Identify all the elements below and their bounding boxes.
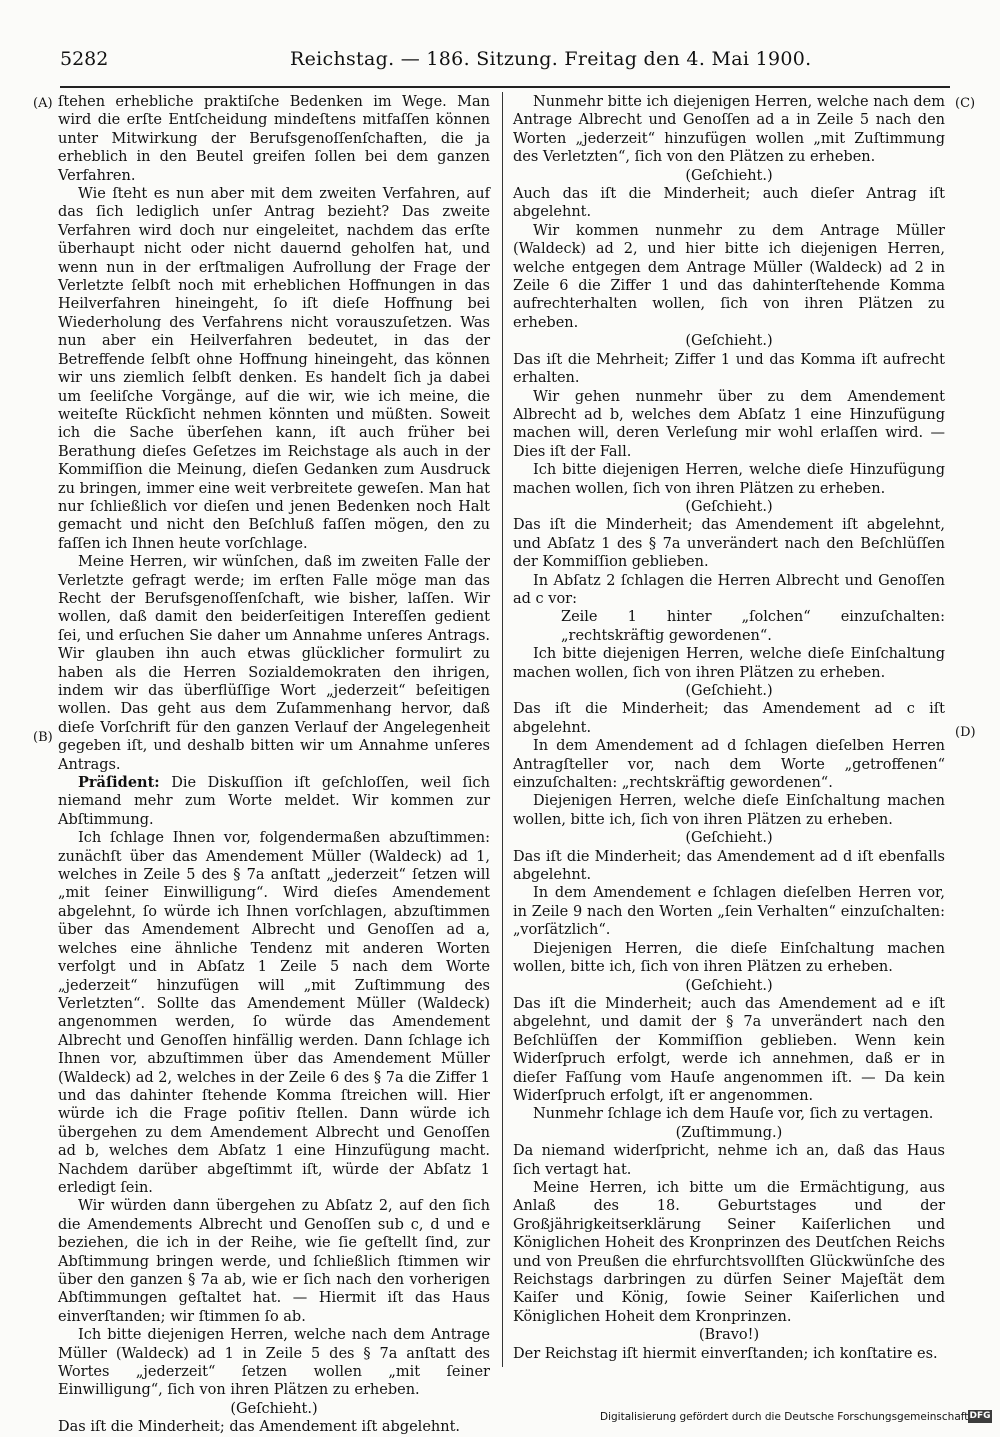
stage-direction: (Zuſtimmung.) xyxy=(675,1124,783,1141)
paragraph: Das iſt die Minderheit; das Amendement ad d iſt ebenfalls abgelehnt. xyxy=(513,848,945,884)
margin-mark-b: (B) xyxy=(33,730,53,745)
margin-mark-a: (A) xyxy=(33,96,53,111)
margin-mark-c: (C) xyxy=(955,96,976,111)
paragraph: Wir gehen nunmehr über zu dem Amendement Albrecht ad b, welches dem Abſatz 1 eine Hinzufügung machen will, deren Verleſung mir wohl erlaſſen wird. — Dies iſt der Fall. xyxy=(513,388,945,460)
paragraph: Nunmehr bitte ich diejenigen Herren, welche nach dem Antrage Albrecht und Genoſſen ad a in Zeile 5 nach den Worten „jederzeit“ hinzufügen wollen „mit Zuſtimmung des Verletzten“, ſich von den Plätzen zu erheben. xyxy=(513,94,945,166)
paragraph: Das iſt die Mehrheit; Ziffer 1 und das Komma iſt aufrecht erhalten. xyxy=(513,351,945,387)
paragraph: Nunmehr ſchlage ich dem Hauſe vor, ſich zu vertagen. xyxy=(533,1106,934,1123)
paragraph: ſtehen erhebliche praktiſche Bedenken im Wege. Man wird die erſte Entſcheidung mindeſtens mitfaſſen können unter Mitwirkung der Berufsgenoſſenſchaften, die ja erheblich in den Beutel greifen ſollen bei dem ganzen Verfahren. xyxy=(58,94,490,184)
paragraph: Diejenigen Herren, welche dieſe Einſchaltung machen wollen, bitte ich, ſich von ihren Plätzen zu erheben. xyxy=(513,793,945,828)
column-divider xyxy=(502,92,503,1367)
dfg-logo: DFG xyxy=(969,1411,991,1421)
paragraph: Wie ſteht es nun aber mit dem zweiten Verfahren, auf das ſich lediglich unſer Antrag bezieht? Das zweite Verfahren wird doch nur eingeleitet, nachdem das erſte überhaupt nicht oder nicht dauernd geholfen hat, und wenn nun in der erſtmaligen Aufrollung der Frage der Verletzte ſelbſt noch mit erheblichen Hoffnungen in das Heilverfahren hineingeht, ſo iſt dieſe Hoffnung bei Wiederholung des Verfahrens nicht vorauszuſetzen. Was nun aber ein Heilverfahren bedeutet, in das der Betreffende ſelbſt ohne Hoffnung hineingeht, das können wir uns ziemlich ſelbſt denken. Es handelt ſich ja dabei um ſeeliſche Vorgänge, auf die wir, wie ich meine, die weiteſte Rückſicht nehmen könnten und müßten. Soweit ich die Sache überſehen kann, iſt auch früher bei Berathung dieſes Geſetzes im Reichstage als auch in der Kommiſſion die Meinung, dieſen Gedanken zum Ausdruck zu bringen, immer eine weit verbreitete geweſen. Man hat nur ſchließlich vor dieſen und jenen Bedenken noch Halt gemacht und nicht den Beſchluß faſſen mögen, den zu faſſen ich Ihnen heute vorſchlage. xyxy=(58,186,490,552)
paragraph: Auch das iſt die Minderheit; auch dieſer Antrag iſt abgelehnt. xyxy=(513,186,945,221)
paragraph: Ich bitte diejenigen Herren, welche dieſe Einſchaltung machen wollen, ſich von ihren Plätzen zu erheben. xyxy=(513,646,945,681)
stage-direction: (Geſchieht.) xyxy=(685,498,773,515)
page-number: 5282 xyxy=(60,48,109,70)
stage-direction: (Geſchieht.) xyxy=(230,1400,318,1417)
paragraph: Ich ſchlage Ihnen vor, folgendermaßen abzuſtimmen: zunächſt über das Amendement Müller (Waldeck) ad 1, welches in Zeile 5 des § 7a anſtatt „jederzeit“ ſetzen will „mit ſeiner Einwilligung“. Wird dieſes Amendement abgelehnt, ſo würde ich Ihnen vorſchlagen, abzuſtimmen über das Amendement Albrecht und Genoſſen ad a, welches eine ähnliche Tendenz mit anderen Worten verfolgt und in Abſatz 1 Zeile 5 nach dem Worte „jederzeit“ hinzufügen will „mit Zuſtimmung des Verletzten“. Sollte das Amendement Müller (Waldeck) angenommen werden, ſo würde das Amendement Albrecht und Genoſſen hinfällig werden. Dann ſchlage ich Ihnen vor, abzuſtimmen über das Amendement Müller (Waldeck) ad 2, welches in der Zeile 6 des § 7a die Ziffer 1 und das dahinter ſtehende Komma ſtreichen will. Hier würde ich die Frage poſitiv ſtellen. Dann würde ich übergehen zu dem Amendement Albrecht und Genoſſen ad b, welches dem Abſatz 1 eine Hinzufügung macht. Nachdem darüber abgeſtimmt iſt, würde der Abſatz 1 erledigt ſein. xyxy=(58,830,490,1196)
paragraph: Das iſt die Minderheit; das Amendement ad c iſt abgelehnt. xyxy=(513,701,945,736)
paragraph: Meine Herren, wir wünſchen, daß im zweiten Falle der Verletzte gefragt werde; im erſten Falle möge man das Recht der Berufsgenoſſenſchaft, wie bisher, laſſen. Wir wollen, daß damit den beiderſeitigen Intereſſen gedient ſei, und erſuchen Sie daher um Annahme unſeres Antrags. Wir glauben ihn auch etwas glücklicher formulirt zu haben als die Herren Sozialdemokraten den ihrigen, indem wir das überflüſſige Wort „jederzeit“ beſeitigen wollen. Das geht aus dem Zuſammenhang hervor, daß dieſe Vorſchrift für den ganzen Verlauf der Angelegenheit gegeben iſt, und deshalb bitten wir um Annahme unſeres Antrags. xyxy=(58,554,490,773)
running-title: Reichstag. — 186. Sitzung. Freitag den 4. Mai 1900. xyxy=(290,48,812,70)
paragraph: Ich bitte diejenigen Herren, welche nach dem Antrage Müller (Waldeck) ad 1 in Zeile 5 des § 7a anſtatt des Wortes „jederzeit“ ſetzen wollen „mit ſeiner Einwilligung“, ſich von ihren Plätzen zu erheben. xyxy=(58,1327,490,1399)
paragraph: In Abſatz 2 ſchlagen die Herren Albrecht und Genoſſen ad c vor: xyxy=(513,572,945,607)
paragraph: Diejenigen Herren, die dieſe Einſchaltung machen wollen, bitte ich, ſich von ihren Plätzen zu erheben. xyxy=(513,940,945,976)
paragraph: In dem Amendement e ſchlagen dieſelben Herren vor, in Zeile 9 nach den Worten „ſein Verhalten“ einzuſchalten: „vorſätzlich“. xyxy=(513,885,945,939)
paragraph: Da niemand widerſpricht, nehme ich an, daß das Haus ſich vertagt hat. xyxy=(513,1143,945,1178)
page-header xyxy=(60,40,950,80)
stage-direction: (Geſchieht.) xyxy=(685,167,773,184)
paragraph: Ich bitte diejenigen Herren, welche dieſe Hinzufügung machen wollen, ſich von ihren Plätzen zu erheben. xyxy=(513,462,945,497)
paragraph: Wir kommen nunmehr zu dem Antrage Müller (Waldeck) ad 2, und hier bitte ich diejenigen Herren, welche entgegen dem Antrage Müller (Waldeck) ad 2 in Zeile 6 die Ziffer 1 und das dahinterſtehende Komma aufrechterhalten wollen, ſich von ihren Plätzen zu erheben. xyxy=(513,222,945,331)
stage-direction: (Geſchieht.) xyxy=(685,333,773,350)
stage-direction: (Geſchieht.) xyxy=(685,977,773,994)
paragraph: Wir würden dann übergehen zu Abſatz 2, auf den ſich die Amendements Albrecht und Genoſſen sub c, d und e beziehen, die ich in der Reihe, wie ſie geſtellt ſind, zur Abſtimmung bringen werde, und ſchließlich ſtimmen wir über den ganzen § 7a ab, wie er ſich nach den vorherigen Abſtimmungen geſtaltet hat. — Hiermit iſt das Haus einverſtanden; wir ſtimmen ſo ab. xyxy=(58,1198,490,1325)
president-statement: Präſident: Die Diskuſſion iſt geſchloſſen, weil ſich niemand mehr zum Worte meldet. Wir kommen zur Abſtimmung. xyxy=(58,774,490,828)
paragraph: Das iſt die Minderheit; das Amendement iſt abgelehnt. xyxy=(58,1419,461,1436)
speaker-label: Präſident: xyxy=(78,774,160,792)
paragraph: Das iſt die Minderheit; auch das Amendement ad e iſt abgelehnt, und damit der § 7a unverändert nach den Beſchlüſſen der Kommiſſion geblieben. Wenn kein Widerſpruch erfolgt, werde ich annehmen, daß er in dieſer Faſſung vom Hauſe angenommen iſt. — Da kein Widerſpruch erfolgt, iſt er angenommen. xyxy=(513,995,945,1104)
paragraph: In dem Amendement ad d ſchlagen dieſelben Herren Antragſteller vor, nach dem Worte „getroffenen“ einzuſchalten: „rechtskräftig gewordenen“. xyxy=(513,738,945,792)
right-column xyxy=(513,93,945,1363)
stage-direction: (Geſchieht.) xyxy=(685,683,773,699)
digitization-credit: Digitalisierung gefördert durch die Deutsche Forschungsgemeinschaft xyxy=(600,1411,969,1423)
left-column xyxy=(58,93,490,1437)
stage-direction: (Bravo!) xyxy=(698,1327,760,1344)
paragraph: Der Reichstag iſt hiermit einverſtanden; ich konſtatire es. xyxy=(513,1345,938,1362)
margin-mark-d: (D) xyxy=(955,725,976,740)
paragraph: Das iſt die Minderheit; das Amendement iſt abgelehnt, und Abſatz 1 des § 7a unverändert nach den Beſchlüſſen der Kommiſſion geblieben. xyxy=(513,517,945,571)
paragraph: Meine Herren, ich bitte um die Ermächtigung, aus Anlaß des 18. Geburtstages und der Großjährigkeitserklärung Seiner Kaiſerlichen und Königlichen Hoheit des Kronprinzen des Deutſchen Reichs und von Preußen die ehrfurchtsvollſten Glückwünſche des Reichstags darbringen zu dürfen Seiner Majeſtät dem Kaiſer und König, ſowie Seiner Kaiſerlichen und Königlichen Hoheit dem Kronprinzen. xyxy=(513,1179,945,1325)
quoted-amendment: Zeile 1 hinter „ſolchen“ einzuſchalten: „rechtskräftig gewordenen“. xyxy=(561,609,945,644)
header-rule xyxy=(60,86,950,88)
stage-direction: (Geſchieht.) xyxy=(685,830,773,847)
